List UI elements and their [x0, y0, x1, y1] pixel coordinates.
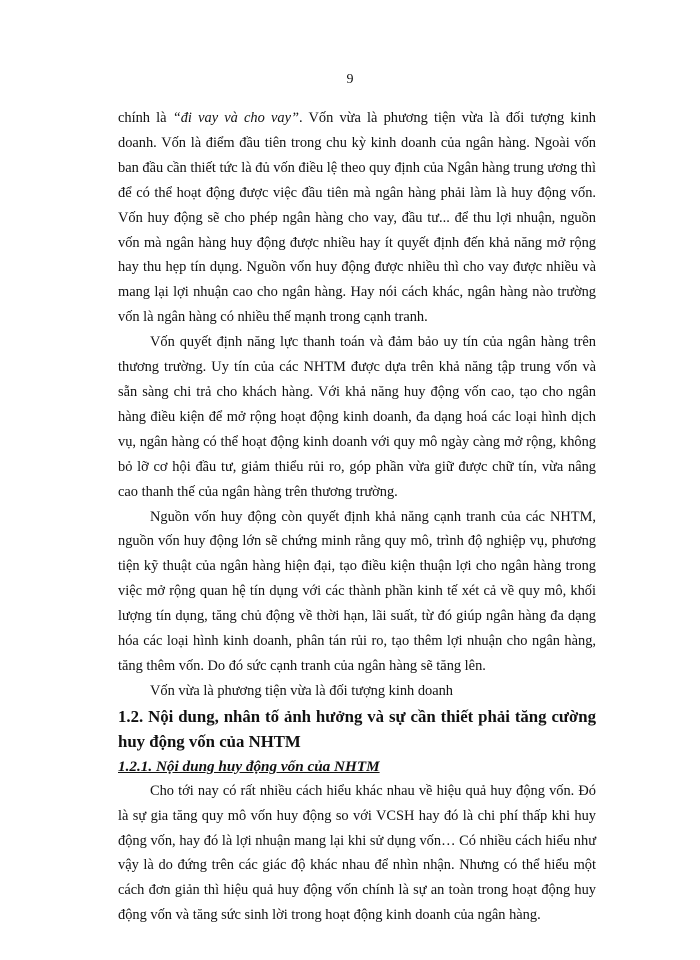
subsection-heading: 1.2.1. Nội dung huy động vốn của NHTM: [118, 757, 380, 775]
paragraph-1: [118, 106, 596, 330]
paragraph-5: Cho tới nay có rất nhiều cách hiểu khác nhau về hiệu quả huy động vốn. Đó là sự gia tăng quy mô vốn huy động so với VCSH hay đó là chi phí thấp khi huy động vốn, hay đó là lợi nhuận mang lại khi sử dụng vốn… Có nhiều cách hiểu như vậy là do đứng trên các giác độ khác nhau để nhìn nhận. Nhưng có thể hiểu một cách đơn giản thì hiệu quả huy động vốn chính là sự an toàn trong hoạt động huy động vốn và tăng sức sinh lời trong hoạt động kinh doanh của ngân hàng.: [118, 782, 596, 924]
page-number: 9: [346, 72, 354, 87]
section-heading: 1.2. Nội dung, nhân tố ảnh hưởng và sự cần thiết phải tăng cường huy động vốn của NHTM: [118, 706, 596, 752]
paragraph-1-lead: chính là: [118, 110, 173, 126]
paragraph-4: Vốn vừa là phương tiện vừa là đối tượng kinh doanh: [150, 682, 454, 699]
paragraph-2: Vốn quyết định năng lực thanh toán và đảm bảo uy tín của ngân hàng trên thương trường. Uy tín của các NHTM được dựa trên khả năng tập trung vốn và sẵn sàng chi trả cho khách hàng. Với khả năng huy động vốn cao, tạo cho ngân hàng điều kiện để mở rộng hoạt động kinh doanh, đa dạng hoá các loại hình dịch vụ, ngân hàng có thể hoạt động kinh doanh với quy mô ngày càng mở rộng, không bỏ lỡ cơ hội đầu tư, giảm thiểu rủi ro, góp phần vừa giữ được chữ tín, vừa nâng cao thanh thế của ngân hàng trên thương trường.: [118, 334, 596, 500]
paragraph-1-italic-quote: “đi vay và cho vay”: [172, 110, 299, 126]
document-body: [118, 106, 596, 928]
paragraph-3: Nguồn vốn huy động còn quyết định khả năng cạnh tranh của các NHTM, nguồn vốn huy động lớn sẽ chứng minh rằng quy mô, trình độ nghiệp vụ, phương tiện kỹ thuật của ngân hàng hiện đại, tạo điều kiện thuận lợi cho ngân hàng trong việc mở rộng quan hệ tín dụng với các thành phần kinh tế xét cả về quy mô, khối lượng tín dụng, tăng chủ động về thời hạn, lãi suất, từ đó giúp ngân hàng đa dạng hóa các loại hình kinh doanh, phân tán rủi ro, tạo thêm lợi nhuận cho ngân hàng, tăng thêm vốn. Do đó sức cạnh tranh của ngân hàng sẽ tăng lên.: [118, 508, 596, 674]
paragraph-1-rest: . Vốn vừa là phương tiện vừa là đối tượng kinh doanh. Vốn là điểm đầu tiên trong chu kỳ kinh doanh của ngân hàng. Ngoài vốn ban đầu cần thiết tức là đủ vốn điều lệ theo quy định của Ngân hàng trung ương thì để có thể hoạt động được việc đầu tiên mà ngân hàng phải làm là huy động vốn. Vốn huy động sẽ cho phép ngân hàng cho vay, đầu tư... để thu lợi nhuận, nguồn vốn mà ngân hàng huy động được nhiều hay ít quyết định đến khả năng mở rộng hay thu hẹp tín dụng. Nguồn vốn huy động được nhiều thì cho vay được nhiều và mang lại lợi nhuận cao cho ngân hàng. Hay nói cách khác, ngân hàng nào trường vốn là ngân hàng có nhiều thế mạnh trong cạnh tranh.: [118, 110, 596, 326]
